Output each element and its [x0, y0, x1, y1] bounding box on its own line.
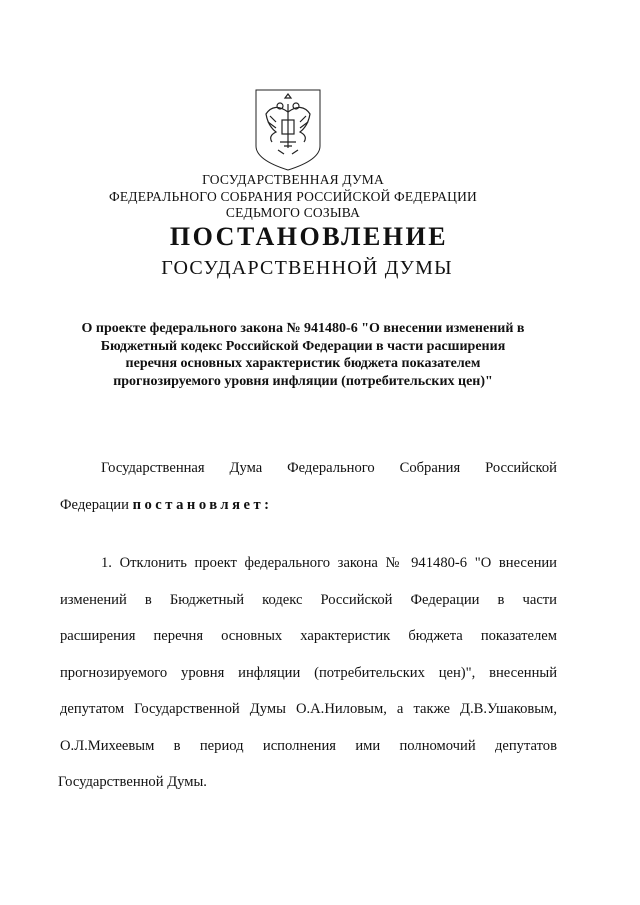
- preamble-text: Федерации: [60, 497, 129, 513]
- title-line: О проекте федерального закона № 941480-6 "О внесении изменений в: [81, 321, 525, 336]
- paragraph-line: прогнозируемого уровня инфляции (потребительских цен)", внесенный: [60, 665, 557, 681]
- paragraph-line: О.Л.Михеевым в период исполнения ими полномочий депутатов: [60, 738, 557, 754]
- title-line: прогнозируемого уровня инфляции (потребительских цен)": [113, 374, 493, 389]
- paragraph-line: расширения перечня основных характеристик бюджета показателем: [60, 628, 557, 644]
- coat-of-arms-emblem-icon: [254, 88, 322, 172]
- header-line-1: ГОСУДАРСТВЕННАЯ ДУМА: [202, 172, 384, 187]
- paragraph-line: Государственной Думы.: [58, 774, 207, 790]
- document-issuer-heading: ГОСУДАРСТВЕННОЙ ДУМЫ: [161, 257, 453, 279]
- preamble-emphasis: постановляет:: [132, 497, 273, 513]
- title-line: перечня основных характеристик бюджета показателем: [125, 356, 481, 371]
- paragraph-line: 1. Отклонить проект федерального закона № 941480-6 "О внесении: [101, 555, 557, 571]
- header-line-2: ФЕДЕРАЛЬНОГО СОБРАНИЯ РОССИЙСКОЙ ФЕДЕРАЦИИ: [109, 189, 477, 204]
- title-line: Бюджетный кодекс Российской Федерации в части расширения: [100, 339, 506, 354]
- paragraph-line: изменений в Бюджетный кодекс Российской Федерации в части: [60, 592, 557, 608]
- paragraph-line: депутатом Государственной Думы О.А.Ниловым, а также Д.В.Ушаковым,: [60, 701, 557, 717]
- preamble-line: [60, 497, 273, 514]
- preamble-line: Государственная Дума Федерального Собрания Российской: [101, 460, 557, 476]
- header-line-3: СЕДЬМОГО СОЗЫВА: [225, 205, 361, 220]
- document-type-heading: ПОСТАНОВЛЕНИЕ: [169, 222, 449, 251]
